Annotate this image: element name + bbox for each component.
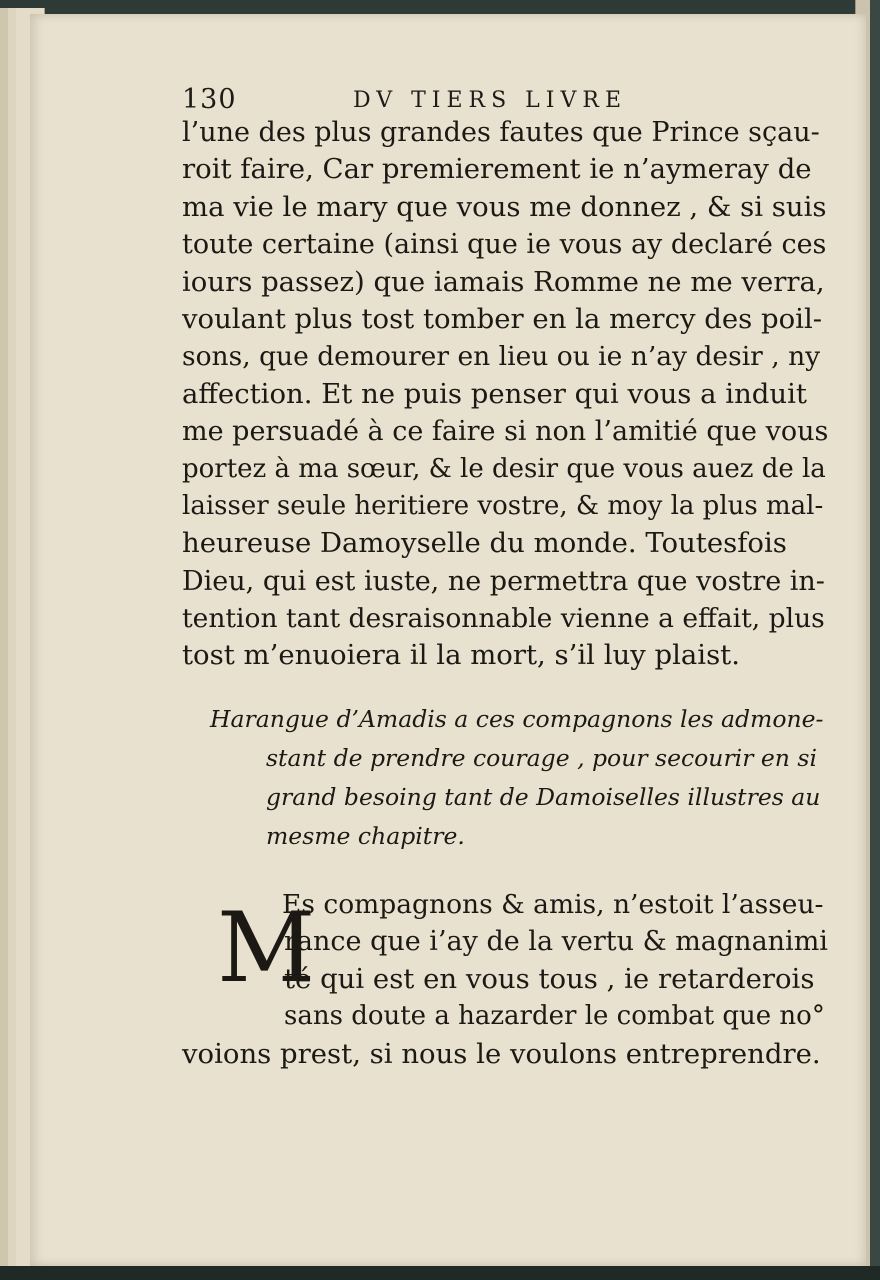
text-line: iours passez) que iamais Romme ne me verra,	[182, 265, 825, 298]
drop-cap: M	[217, 892, 316, 1004]
text-line: sons, que demourer en lieu ou ie n’ay desir , ny	[182, 341, 821, 373]
page-number: 130	[182, 84, 237, 115]
text-line: Es compagnons & amis, n’estoit l’asseu-	[282, 889, 824, 920]
argument-line: mesme chapitre.	[266, 822, 465, 850]
chapter-argument	[210, 700, 830, 856]
page-header	[182, 72, 782, 115]
text-line: té qui est en vous tous , ie retarderois	[284, 962, 815, 995]
text-line: toute certaine (ainsi que ie vous ay declaré ces	[182, 229, 827, 261]
text-line: voions prest, si nous le voulons entreprendre.	[182, 1037, 821, 1070]
text-line: laisser seule heritiere vostre, & moy la plus mal-	[182, 490, 824, 521]
text-line: Dieu, qui est iuste, ne permettra que vostre in-	[182, 565, 825, 597]
argument-line: stant de prendre courage , pour secourir en si	[266, 744, 817, 772]
text-line: tention tant desraisonnable vienne a effait, plus	[182, 603, 825, 635]
text-line: tost m’enuoiera il la mort, s’il luy plaist.	[182, 639, 740, 672]
text-line: me persuadé à ce faire si non l’amitié que vous	[182, 416, 828, 448]
text-line: voulant plus tost tomber en la mercy des poil-	[182, 302, 823, 335]
text-line: rance que i’ay de la vertu & magnanimi	[284, 926, 828, 958]
body-text	[182, 114, 828, 675]
scan-background	[0, 1266, 880, 1280]
chapter-opening	[182, 886, 828, 1073]
book-page	[30, 14, 866, 1266]
text-line: portez à ma sœur, & le desir que vous auez de la	[182, 453, 826, 484]
argument-line: Harangue d’Amadis a ces compagnons les admone-	[210, 705, 824, 733]
argument-line: grand besoing tant de Damoiselles illustres au	[266, 783, 821, 811]
text-line: ma vie le mary que vous me donnez , & si suis	[182, 190, 827, 223]
text-line: affection. Et ne puis penser qui vous a induit	[182, 377, 807, 410]
text-line: sans doute a hazarder le combat que no°	[284, 1001, 825, 1032]
text-line: heureuse Damoyselle du monde. Toutesfois	[182, 527, 787, 560]
text-line: l’une des plus grandes fautes que Prince sçau-	[182, 117, 820, 148]
running-head: DV TIERS LIVRE	[353, 88, 627, 113]
text-line: roit faire, Car premierement ie n’aymeray de	[182, 153, 812, 186]
